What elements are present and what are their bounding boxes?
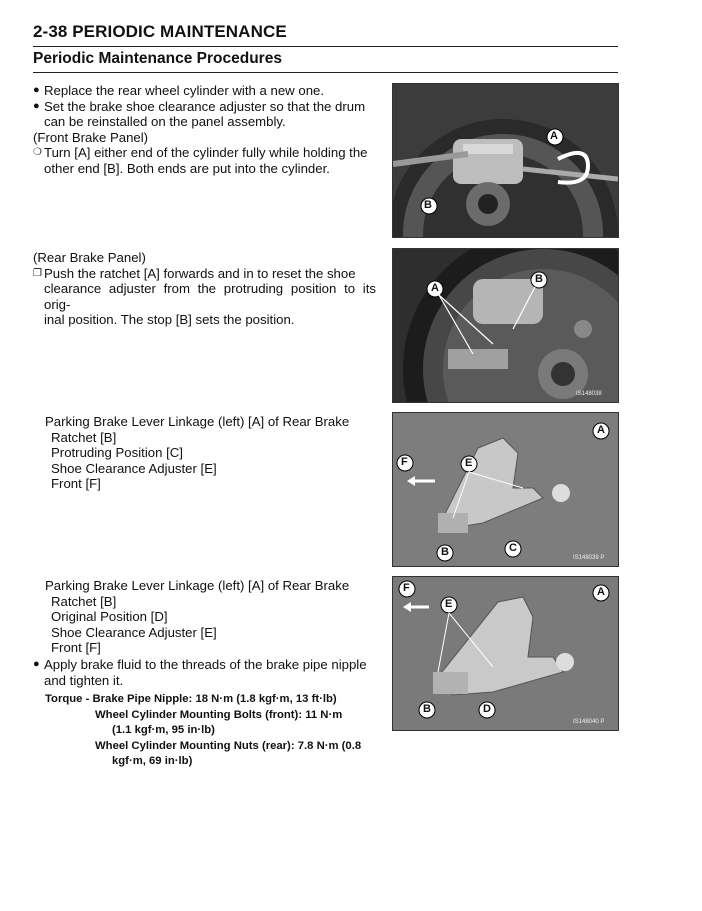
open-square-bullet-icon: ❐	[33, 267, 42, 279]
torque-brake-pipe-nipple: Torque - Brake Pipe Nipple: 18 N·m (1.8 kgf·m, 13 ft·lb)	[45, 693, 337, 705]
caption-item: Protruding Position [C]	[51, 445, 183, 461]
figure-number: IS148038	[576, 391, 602, 397]
torque-rear-nuts-cont: kgf·m, 69 in·lb)	[112, 755, 193, 768]
callout-f: F	[403, 582, 410, 594]
open-square-bullet-icon: ❍	[33, 147, 42, 159]
torque-front-bolts-cont: (1.1 kgf·m, 95 in·lb)	[112, 724, 215, 737]
caption-item: Shoe Clearance Adjuster [E]	[51, 624, 217, 640]
callout-d: D	[483, 703, 491, 715]
callout-f: F	[401, 456, 408, 468]
callout-e: E	[465, 457, 473, 469]
photo-linkage-original	[392, 576, 619, 731]
title-rule	[33, 46, 618, 47]
step-text: Apply brake fluid to the threads of the brake pipe nipple	[44, 657, 367, 672]
figure-caption-2	[45, 578, 349, 656]
torque-specs	[45, 692, 380, 770]
step-text: other end [B]. Both ends are put into the cylinder.	[44, 160, 330, 176]
bullet-icon: ●	[33, 99, 40, 112]
callout-a: A	[597, 586, 605, 598]
step-text: Push the ratchet [A] forwards and in to reset the shoe	[44, 265, 356, 281]
step-apply-fluid	[33, 657, 376, 688]
step-text: Replace the rear wheel cylinder with a new one.	[44, 83, 325, 98]
callout-e: E	[445, 598, 453, 610]
steps-block-2	[33, 250, 376, 328]
photo-linkage-protruding	[392, 412, 619, 567]
callout-c: C	[509, 542, 517, 554]
callout-b: B	[424, 199, 432, 211]
torque-front-bolts: Wheel Cylinder Mounting Bolts (front): 11 N·m	[95, 708, 343, 721]
step-text: Turn [A] either end of the cylinder fully while holding the	[44, 145, 368, 161]
bullet-icon: ●	[33, 84, 40, 96]
callout-b: B	[423, 703, 431, 715]
figure-caption-1	[45, 414, 349, 492]
section-rule	[33, 72, 618, 73]
callout-b: B	[441, 546, 449, 558]
caption-item: Front [F]	[51, 476, 101, 492]
steps-block-1	[33, 83, 376, 177]
callout-a: A	[550, 130, 558, 142]
figure-number: IS148039 P	[573, 555, 605, 561]
front-brake-panel-heading: (Front Brake Panel)	[33, 129, 149, 145]
caption-item: Ratchet [B]	[51, 429, 117, 445]
caption-title: Parking Brake Lever Linkage (left) [A] of Rear Brake	[45, 414, 350, 429]
section-title: Periodic Maintenance Procedures	[33, 50, 282, 67]
figure-number: IS148040 P	[573, 719, 605, 725]
caption-item: Shoe Clearance Adjuster [E]	[51, 460, 217, 476]
step-turn-cylinder	[33, 145, 376, 176]
step-text: can be reinstalled on the panel assembly.	[44, 114, 286, 130]
step-text: Set the brake shoe clearance adjuster so that the drum	[44, 98, 366, 114]
step-text: and tighten it.	[44, 672, 124, 688]
rear-brake-panel-heading: (Rear Brake Panel)	[33, 250, 146, 265]
step-text: clearance adjuster from the protruding position to its orig-	[44, 281, 376, 312]
step-set-adjuster	[33, 99, 376, 130]
callout-a: A	[597, 424, 605, 436]
callout-b: B	[535, 273, 543, 285]
page-title: 2-38 PERIODIC MAINTENANCE	[33, 22, 287, 41]
caption-title: Parking Brake Lever Linkage (left) [A] of Rear Brake	[45, 578, 350, 593]
step-push-ratchet	[33, 266, 376, 328]
step-text: inal position. The stop [B] sets the position.	[44, 312, 295, 328]
torque-rear-nuts: Wheel Cylinder Mounting Nuts (rear): 7.8 N·m (0.8	[95, 739, 362, 752]
caption-item: Ratchet [B]	[51, 593, 117, 609]
callout-a: A	[431, 282, 439, 294]
caption-item: Original Position [D]	[51, 609, 168, 625]
step-replace-cylinder	[33, 83, 376, 99]
photo-rear-brake-ratchet	[392, 248, 619, 403]
photo-front-wheel-cylinder	[392, 83, 619, 238]
bullet-icon: ●	[33, 658, 40, 670]
caption-item: Front [F]	[51, 640, 101, 656]
